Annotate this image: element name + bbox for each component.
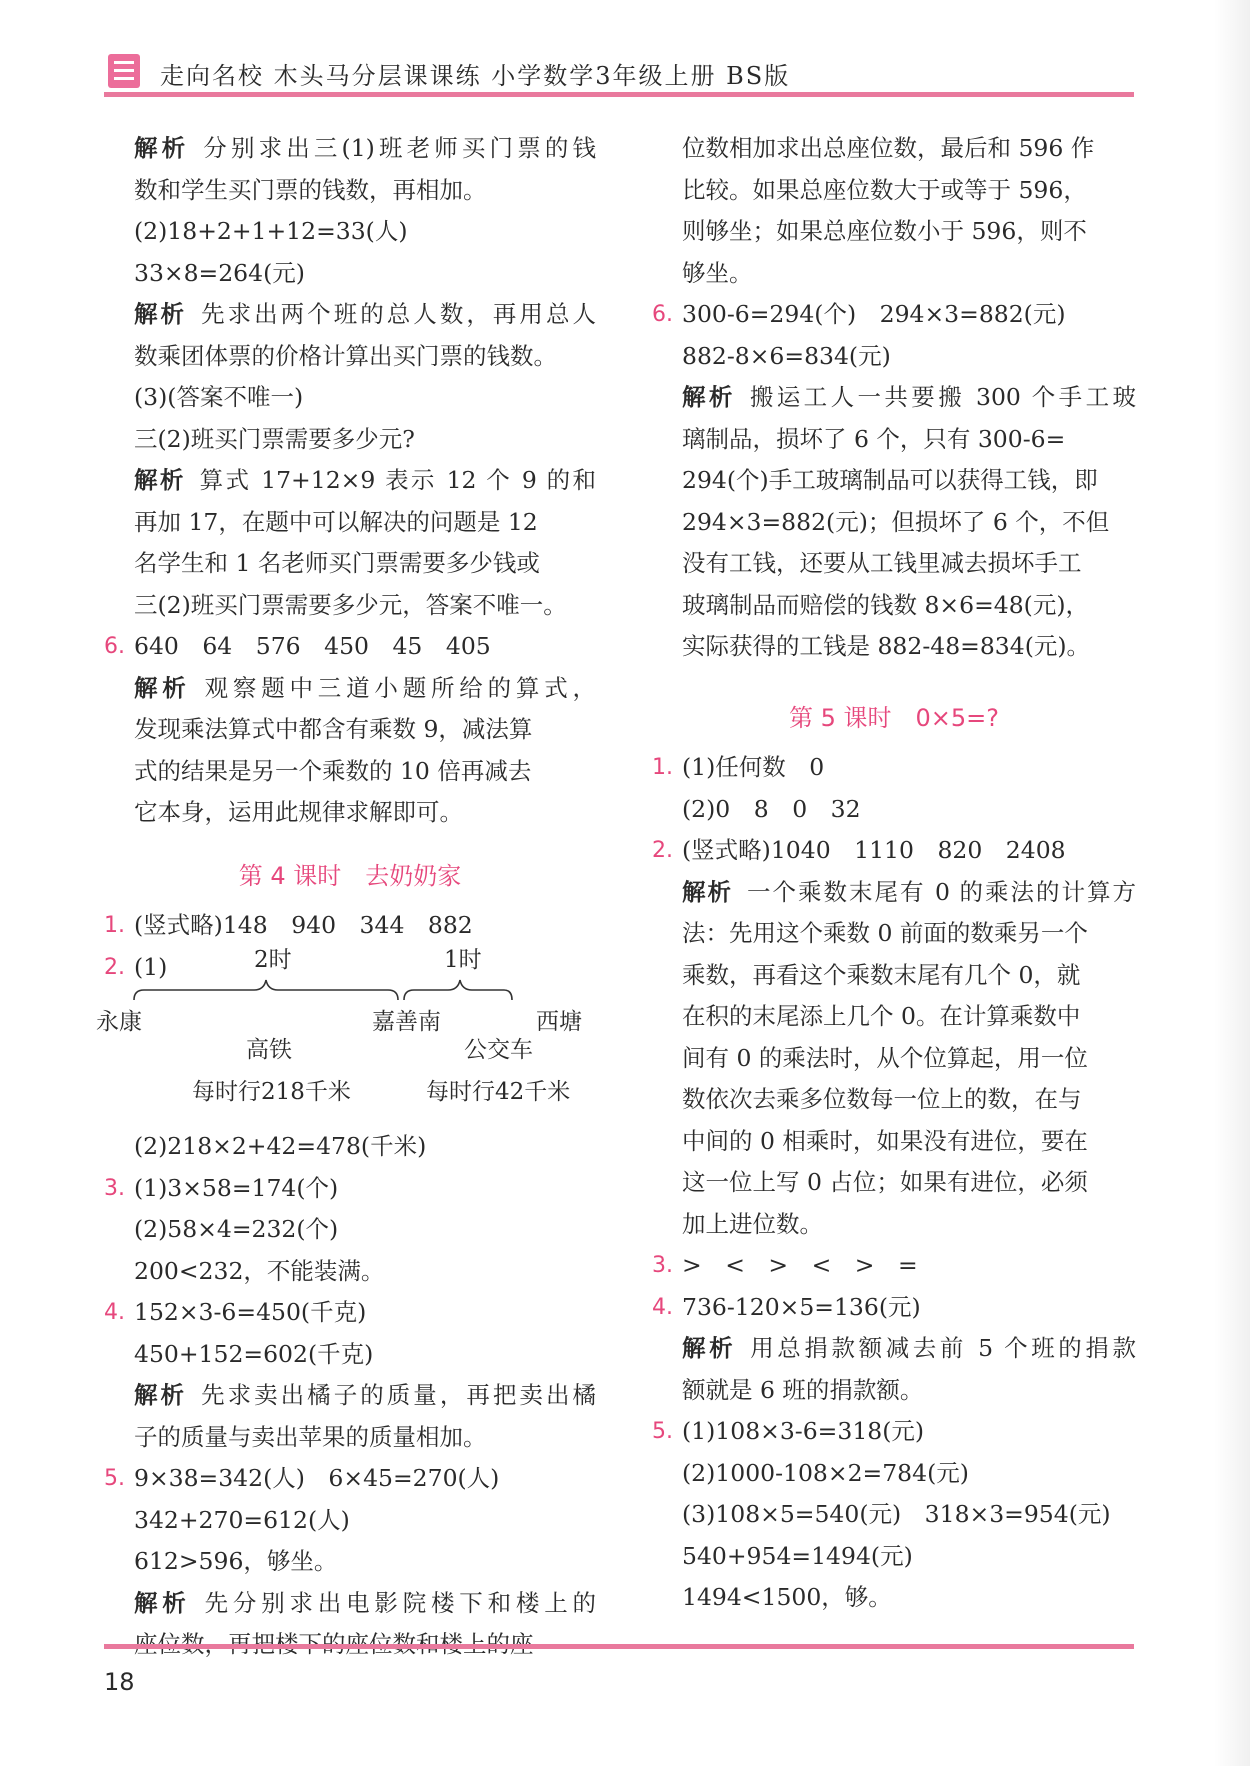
analysis-line: 解析 算式 17+12×9 表示 12 个 9 的和 bbox=[134, 466, 597, 494]
answer-line: 4. 152×3-6=450(千克) bbox=[104, 1292, 596, 1334]
text-line: (2)1000-108×2=784(元) bbox=[682, 1458, 969, 1487]
text-line: 加上进位数。 bbox=[682, 1209, 823, 1238]
question-number: 2. bbox=[652, 838, 673, 863]
vehicle-label-2: 公交车 bbox=[464, 1037, 533, 1063]
text-line: 540+954=1494(元) bbox=[682, 1541, 913, 1570]
time-label-2: 1时 bbox=[444, 947, 482, 973]
analysis-label: 解析 bbox=[134, 673, 191, 702]
text-line: 数和学生买门票的钱数，再相加。 bbox=[134, 175, 487, 204]
text-line: 璃制品，损坏了 6 个，只有 300-6= bbox=[682, 424, 1066, 453]
page-number: 18 bbox=[104, 1668, 135, 1696]
analysis-label: 解析 bbox=[134, 134, 190, 162]
text-line: 间有 0 的乘法时，从个位算起，用一位 bbox=[682, 1043, 1088, 1072]
text-line: (2)18+2+1+12=33(人) bbox=[134, 217, 408, 245]
analysis-line: 解析 用总捐款额减去前 5 个班的捐款 bbox=[682, 1334, 1136, 1362]
speed-label-2: 每时行42千米 bbox=[426, 1079, 571, 1105]
book-icon bbox=[108, 54, 140, 88]
text-line: (2)218×2+42=478(千米) bbox=[134, 1132, 427, 1160]
answer-line: 2. (1) bbox=[104, 947, 596, 989]
text-line: (3)(答案不唯一) bbox=[134, 383, 304, 411]
analysis-line: 解析 搬运工人一共要搬 300 个手工玻 bbox=[682, 383, 1136, 411]
text-line: 三(2)班买门票需要多少元? bbox=[134, 424, 415, 453]
place-label-2: 嘉善南 bbox=[372, 1009, 441, 1035]
text-line: 它本身，运用此规律求解即可。 bbox=[134, 798, 463, 826]
text-line: 三(2)班买门票需要多少元，答案不唯一。 bbox=[134, 590, 567, 619]
answer-line: 5. (1)108×3-6=318(元) bbox=[652, 1411, 1136, 1453]
question-number: 4. bbox=[652, 1294, 673, 1320]
text-line: 33×8=264(元) bbox=[134, 258, 305, 287]
analysis-line: 解析 先求卖出橘子的质量，再把卖出橘 bbox=[134, 1381, 596, 1409]
analysis-line: 解析 观察题中三道小题所给的算式， bbox=[134, 673, 597, 702]
text-line: 乘数，再看这个乘数末尾有几个 0，就 bbox=[682, 960, 1081, 989]
analysis-line: 解析 先分别求出电影院楼下和楼上的 bbox=[134, 1588, 597, 1617]
question-number: 1. bbox=[652, 755, 673, 780]
left-column bbox=[96, 128, 597, 1666]
question-number: 3. bbox=[652, 1253, 673, 1278]
vehicle-label-1: 高铁 bbox=[246, 1037, 292, 1063]
answer-line: 4. 736-120×5=136(元) bbox=[652, 1287, 1136, 1329]
speed-label-1: 每时行218千米 bbox=[192, 1079, 351, 1105]
answer-line: 6. 300-6=294(个) 294×3=882(元) bbox=[652, 294, 1136, 336]
question-number: 4. bbox=[104, 1300, 125, 1325]
analysis-line: 解析 一个乘数末尾有 0 的乘法的计算方 bbox=[682, 877, 1136, 906]
text-line: 名学生和 1 名老师买门票需要多少钱或 bbox=[134, 549, 540, 577]
question-number: 5. bbox=[652, 1419, 673, 1444]
text-line: 这一位上写 0 占位；如果有进位，必须 bbox=[682, 1168, 1088, 1196]
answer-line: 3. > < > < > = bbox=[652, 1245, 1136, 1287]
answer-line: 3. (1)3×58=174(个) bbox=[104, 1168, 596, 1210]
answer-line: 1. (1)任何数 0 bbox=[652, 747, 1136, 789]
place-label-1: 永康 bbox=[96, 1009, 142, 1035]
text-line: 够坐。 bbox=[682, 258, 753, 287]
answer-line: 2. (竖式略)1040 1110 820 2408 bbox=[652, 830, 1136, 872]
text-line: 450+152=602(千克) bbox=[134, 1339, 374, 1368]
text-line: 比较。如果总座位数大于或等于 596， bbox=[682, 175, 1087, 204]
text-line: 额就是 6 班的捐款额。 bbox=[682, 1375, 924, 1404]
header-title: 走向名校 木头马分层课课练 小学数学3年级上册 BS版 bbox=[160, 62, 791, 90]
question-number: 2. bbox=[104, 954, 125, 980]
analysis-line: 解析 先求出两个班的总人数，再用总人 bbox=[134, 300, 596, 328]
text-line: 数依次去乘多位数每一位上的数，在与 bbox=[682, 1085, 1082, 1113]
text-line: 882-8×6=834(元) bbox=[682, 341, 891, 370]
text-line: (3)108×5=540(元) 318×3=954(元) bbox=[682, 1500, 1111, 1528]
time-label-1: 2时 bbox=[254, 947, 292, 973]
text-line: 342+270=612(人) bbox=[134, 1505, 350, 1534]
text-line: 数乘团体票的价格计算出买门票的钱数。 bbox=[134, 341, 557, 370]
text-line: (2)0 8 0 32 bbox=[682, 794, 861, 823]
text-line: 294(个)手工玻璃制品可以获得工钱，即 bbox=[682, 466, 1098, 494]
text-line: 实际获得的工钱是 882-48=834(元)。 bbox=[682, 632, 1091, 660]
analysis-line: 解析 分别求出三(1)班老师买门票的钱 bbox=[134, 134, 596, 162]
question-number: 1. bbox=[104, 913, 125, 938]
section-title-lesson-4: 第 4 课时 去奶奶家 bbox=[238, 861, 462, 890]
text-line: 则够坐；如果总座位数小于 596，则不 bbox=[682, 217, 1087, 245]
page-edge-shadow bbox=[1214, 0, 1250, 1766]
question-number: 3. bbox=[104, 1175, 125, 1201]
text-line: 式的结果是另一个乘数的 10 倍再减去 bbox=[134, 756, 532, 785]
analysis-label: 解析 bbox=[134, 1381, 188, 1409]
footer-rule bbox=[104, 1644, 1134, 1649]
analysis-label: 解析 bbox=[682, 383, 736, 411]
text-line: 玻璃制品而赔偿的钱数 8×6=48(元)， bbox=[682, 590, 1089, 619]
answer-line: 1. (竖式略)148 940 344 882 bbox=[104, 905, 596, 947]
answer-line: 5. 9×38=342(人) 6×45=270(人) bbox=[104, 1458, 596, 1500]
analysis-label: 解析 bbox=[134, 300, 188, 328]
question-number: 6. bbox=[652, 302, 673, 327]
text-line: 子的质量与卖出苹果的质量相加。 bbox=[134, 1422, 487, 1451]
text-line: 再加 17，在题中可以解决的问题是 12 bbox=[134, 507, 538, 536]
text-line: 294×3=882(元)；但损坏了 6 个，不但 bbox=[682, 507, 1110, 536]
text-line: 1494<1500，够。 bbox=[682, 1583, 892, 1611]
answer-line: 6. 640 64 576 450 45 405 bbox=[104, 626, 596, 668]
text-line: 位数相加求出总座位数，最后和 596 作 bbox=[682, 134, 1095, 162]
question-number: 6. bbox=[104, 634, 125, 659]
analysis-label: 解析 bbox=[134, 466, 186, 494]
text-line: 在积的末尾添上几个 0。在计算乘数中 bbox=[682, 1002, 1081, 1030]
analysis-label: 解析 bbox=[682, 877, 734, 906]
text-line: 中间的 0 相乘时，如果没有进位，要在 bbox=[682, 1126, 1088, 1155]
text-line: 612>596，够坐。 bbox=[134, 1547, 338, 1575]
section-title-lesson-5: 第 5 课时 0×5=? bbox=[788, 703, 1000, 732]
analysis-label: 解析 bbox=[682, 1334, 737, 1362]
text-line: 200<232，不能装满。 bbox=[134, 1256, 385, 1285]
right-column bbox=[652, 128, 1136, 1619]
text-line: 法：先用这个乘数 0 前面的数乘另一个 bbox=[682, 919, 1088, 947]
text-line: (2)58×4=232(个) bbox=[134, 1215, 339, 1243]
text-line: 没有工钱，还要从工钱里减去损坏手工 bbox=[682, 549, 1082, 577]
text-line: 发现乘法算式中都含有乘数 9，减法算 bbox=[134, 715, 533, 743]
place-label-3: 西塘 bbox=[536, 1009, 582, 1035]
question-number: 5. bbox=[104, 1466, 125, 1491]
route-braces bbox=[104, 966, 596, 1036]
page-header bbox=[104, 52, 1134, 97]
analysis-label: 解析 bbox=[134, 1588, 191, 1617]
